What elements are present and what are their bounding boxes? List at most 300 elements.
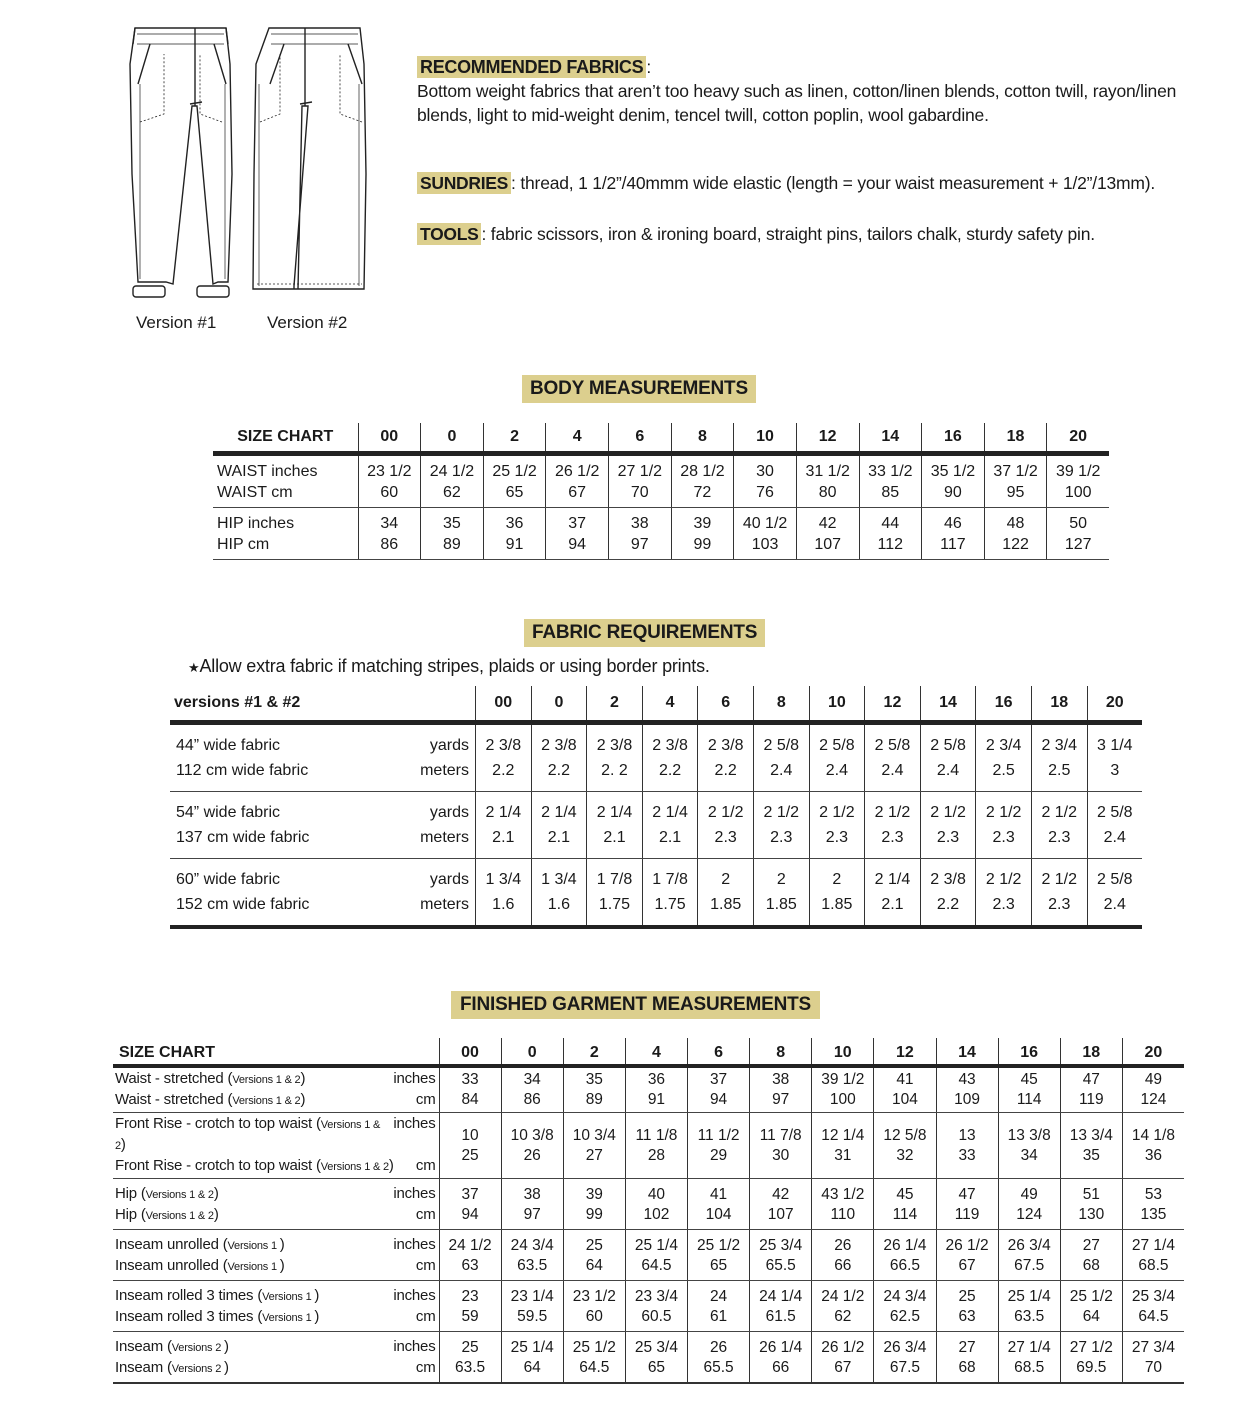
fabric-width-line: 137 cm wide fabric xyxy=(176,828,310,846)
table-cell xyxy=(439,1066,501,1113)
cell-value: 2.2 xyxy=(714,761,737,779)
measurement-name xyxy=(115,1069,305,1090)
table-cell xyxy=(563,1281,625,1332)
measurement-name xyxy=(115,1235,285,1256)
size-header: 0 xyxy=(531,686,587,722)
recommended-fabrics-heading: RECOMMENDED FABRICS xyxy=(417,56,646,78)
cell-value: 2 1/2 xyxy=(985,870,1022,888)
cell-value: 2 3/8 xyxy=(652,736,688,754)
header-row xyxy=(170,686,1142,722)
table-cell xyxy=(1122,1113,1184,1179)
cell-value: 2 3/4 xyxy=(1041,736,1078,754)
size-header: 20 xyxy=(1122,1038,1184,1066)
row-label-line xyxy=(115,1358,438,1379)
cell-value: 42 xyxy=(772,1186,790,1203)
unit-label: cm xyxy=(415,1359,436,1376)
table-cell xyxy=(476,858,532,927)
cell-value: 63.5 xyxy=(1014,1308,1045,1325)
cell-value: 49 xyxy=(1144,1071,1163,1088)
cell-value: 2 1/2 xyxy=(930,803,966,821)
cell-value: 2 3/8 xyxy=(485,736,522,754)
cell-value: 39 xyxy=(585,1186,603,1203)
cell-value: 46 xyxy=(944,514,962,532)
table-cell xyxy=(625,1179,687,1230)
measurement-label: Hip ( xyxy=(115,1206,146,1223)
version-note: Versions 1 xyxy=(262,1312,315,1324)
measurement-label: Hip ( xyxy=(115,1185,146,1202)
measurement-name xyxy=(115,1337,229,1358)
cell-value: 26 1/2 xyxy=(821,1339,865,1356)
size-header: 8 xyxy=(750,1038,812,1066)
table-cell xyxy=(501,1332,563,1384)
table-cell xyxy=(501,1113,563,1179)
version-note: Versions 1 & 2 xyxy=(115,1119,381,1152)
size-header: 16 xyxy=(922,423,985,453)
table-cell xyxy=(688,1113,750,1179)
size-header: 18 xyxy=(1060,1038,1122,1066)
table-cell xyxy=(688,1281,750,1332)
size-header: 20 xyxy=(1087,686,1142,722)
table-cell xyxy=(874,1066,936,1113)
cell-value: 23 1/2 xyxy=(367,462,412,480)
cell-value: 94 xyxy=(461,1206,479,1223)
version-note: Versions 1 & 2 xyxy=(232,1074,301,1086)
table-cell xyxy=(1087,858,1142,927)
colon: : xyxy=(481,224,487,244)
body-measurements-title: BODY MEASUREMENTS xyxy=(522,375,756,403)
paren: ) xyxy=(300,1070,306,1087)
table-cell xyxy=(1122,1281,1184,1332)
cell-value: 107 xyxy=(767,1206,794,1223)
cell-value: 33 xyxy=(461,1071,479,1088)
cell-value: 27 xyxy=(1082,1237,1100,1254)
cell-value: 97 xyxy=(630,535,649,553)
cell-value: 37 xyxy=(568,514,587,532)
cell-value: 59 xyxy=(461,1308,479,1325)
tools-heading: TOOLS xyxy=(417,223,481,245)
table-cell xyxy=(874,1113,936,1179)
cell-value: 27 xyxy=(585,1146,603,1164)
cell-value: 2 5/8 xyxy=(819,736,855,754)
row-label-line xyxy=(115,1156,438,1177)
table-cell xyxy=(750,1230,812,1281)
cell-value: 1.6 xyxy=(492,895,515,913)
cell-value: 86 xyxy=(523,1091,541,1108)
table-cell xyxy=(750,1066,812,1113)
table-cell xyxy=(483,453,546,507)
fabric-group-row xyxy=(170,791,1142,858)
cell-value: 36 xyxy=(647,1071,666,1088)
table-cell xyxy=(1060,1066,1122,1113)
size-header: 16 xyxy=(998,1038,1060,1066)
cell-value: 2 3/4 xyxy=(985,736,1022,754)
measurement-label: Waist - stretched ( xyxy=(115,1091,233,1108)
table-cell xyxy=(698,722,754,791)
table-cell xyxy=(1031,722,1087,791)
row-label xyxy=(113,1179,439,1230)
cell-value: 47 xyxy=(958,1186,976,1203)
table-cell xyxy=(998,1066,1060,1113)
cell-value: 30 xyxy=(772,1146,790,1164)
cell-value: 2.2 xyxy=(658,761,682,779)
measurement-name xyxy=(115,1205,219,1226)
fabric-group-row xyxy=(170,722,1142,791)
cell-value: 33 1/2 xyxy=(868,462,913,480)
version-1-label: Version #1 xyxy=(136,313,217,332)
row-label-line xyxy=(115,1184,438,1205)
row-label-line: WAIST inches xyxy=(217,462,318,480)
table-cell xyxy=(421,453,484,507)
measurement-name xyxy=(115,1286,319,1307)
cell-value: 89 xyxy=(585,1091,603,1108)
version-note: Versions 1 xyxy=(262,1291,315,1303)
size-header: 18 xyxy=(1031,686,1087,722)
sundries-heading: SUNDRIES xyxy=(417,172,511,194)
cell-value: 70 xyxy=(630,483,649,501)
table-cell xyxy=(1060,1179,1122,1230)
cell-value: 26 1/4 xyxy=(759,1339,803,1356)
fabric-requirements-title: FABRIC REQUIREMENTS xyxy=(524,619,765,647)
row-label-line xyxy=(115,1235,438,1256)
cell-value: 35 xyxy=(443,514,461,532)
version-note: Versions 1 & 2 xyxy=(145,1189,214,1201)
table-cell xyxy=(859,507,922,559)
table-cell xyxy=(1122,1179,1184,1230)
cell-value: 26 xyxy=(523,1146,541,1164)
cell-value: 66 xyxy=(834,1257,852,1274)
cell-value: 42 xyxy=(818,514,837,532)
cell-value: 25 xyxy=(461,1146,479,1164)
version-note: Versions 1 & 2 xyxy=(145,1210,214,1222)
cell-value: 84 xyxy=(461,1091,479,1108)
cell-value: 68 xyxy=(1082,1257,1100,1274)
cell-value: 97 xyxy=(523,1206,541,1223)
table-cell xyxy=(563,1066,625,1113)
cell-value: 40 xyxy=(647,1186,666,1203)
unit-label: cm xyxy=(415,1157,436,1174)
cell-value: 53 xyxy=(1144,1186,1163,1203)
size-chart-header: SIZE CHART xyxy=(113,1038,439,1066)
table-cell xyxy=(796,507,859,559)
tools-text: fabric scissors, iron & ironing board, straight pins, tailors chalk, sturdy safety pin. xyxy=(486,224,1095,244)
cell-value: 11 7/8 xyxy=(759,1126,802,1144)
header-row xyxy=(113,1038,1184,1066)
table-cell xyxy=(874,1281,936,1332)
table-cell xyxy=(796,453,859,507)
table-cell xyxy=(812,1179,874,1230)
cell-value: 2.1 xyxy=(603,828,626,846)
row-label-line: WAIST cm xyxy=(217,483,293,501)
cell-value: 3 1/4 xyxy=(1096,736,1133,754)
cell-value: 2.3 xyxy=(770,828,793,846)
cell-value: 62 xyxy=(834,1308,852,1325)
table-cell xyxy=(688,1066,750,1113)
size-header: 0 xyxy=(501,1038,563,1066)
paren: ) xyxy=(224,1338,229,1355)
cell-value: 44 xyxy=(881,514,900,532)
fabric-width-label xyxy=(170,791,420,858)
size-header: 14 xyxy=(859,423,922,453)
cell-value: 37 xyxy=(461,1186,479,1203)
size-header: 10 xyxy=(734,423,797,453)
table-cell xyxy=(698,791,754,858)
row-label xyxy=(113,1281,439,1332)
table-cell xyxy=(642,858,698,927)
table-cell xyxy=(936,1066,998,1113)
fabric-width-label xyxy=(170,858,420,927)
cell-value: 2 5/8 xyxy=(1096,803,1133,821)
size-header: 12 xyxy=(796,423,859,453)
colon: : xyxy=(646,57,651,77)
paren: ) xyxy=(224,1359,229,1376)
cell-value: 25 1/4 xyxy=(1007,1288,1051,1305)
tools xyxy=(417,222,1177,246)
header-row xyxy=(213,423,1109,453)
table-cell xyxy=(936,1113,998,1179)
cell-value: 65.5 xyxy=(703,1359,734,1376)
cell-value: 37 1/2 xyxy=(993,462,1038,480)
cell-value: 127 xyxy=(1064,535,1092,553)
pants-illustrations xyxy=(118,24,378,344)
cell-value: 104 xyxy=(892,1091,918,1108)
cell-value: 60 xyxy=(380,483,399,501)
table-cell xyxy=(358,507,421,559)
cell-value: 48 xyxy=(1006,514,1025,532)
unit-label xyxy=(420,791,475,858)
cell-value: 65 xyxy=(709,1257,728,1274)
row-label xyxy=(213,507,358,559)
unit-label: inches xyxy=(393,1185,436,1202)
colon: : xyxy=(511,173,516,193)
cell-value: 45 xyxy=(1020,1071,1038,1088)
paren: ) xyxy=(213,1206,219,1223)
cell-value: 23 1/2 xyxy=(572,1288,616,1305)
table-cell xyxy=(865,722,921,791)
table-cell xyxy=(483,507,546,559)
unit-line: yards xyxy=(429,803,469,821)
cell-value: 13 xyxy=(958,1126,976,1144)
star-icon: ★ xyxy=(188,660,200,675)
cell-value: 11 1/8 xyxy=(635,1126,678,1144)
table-cell xyxy=(812,1113,874,1179)
cell-value: 2 5/8 xyxy=(874,736,911,754)
table-cell xyxy=(625,1281,687,1332)
unit-line: yards xyxy=(429,736,469,754)
cell-value: 72 xyxy=(693,483,712,501)
cell-value: 70 xyxy=(1144,1359,1163,1376)
cell-value: 39 1/2 xyxy=(821,1071,865,1088)
table-cell xyxy=(501,1066,563,1113)
row-label-line: HIP inches xyxy=(217,514,295,532)
cell-value: 27 1/4 xyxy=(1131,1237,1175,1254)
table-cell xyxy=(546,507,609,559)
cell-value: 109 xyxy=(954,1091,980,1108)
table-cell xyxy=(531,858,587,927)
unit-label: cm xyxy=(415,1308,436,1325)
measurement-label: Front Rise - crotch to top waist ( xyxy=(115,1157,321,1174)
cell-value: 39 1/2 xyxy=(1055,462,1101,480)
finished-garment-table xyxy=(113,1038,1184,1384)
paren: ) xyxy=(279,1257,285,1274)
unit-label: cm xyxy=(415,1257,436,1274)
fabric-width-label xyxy=(170,722,420,791)
cell-value: 2.2 xyxy=(492,761,515,779)
cell-value: 36 xyxy=(1144,1146,1163,1164)
cell-value: 25 3/4 xyxy=(634,1339,678,1356)
table-cell xyxy=(998,1281,1060,1332)
paren: ) xyxy=(314,1287,320,1304)
cell-value: 35 xyxy=(1082,1146,1100,1164)
fabric-width-line: 54” wide fabric xyxy=(176,803,281,821)
cell-value: 25 1/4 xyxy=(634,1237,678,1254)
table-cell xyxy=(1031,791,1087,858)
measurement-label: Inseam ( xyxy=(115,1359,172,1376)
measurement-name xyxy=(115,1156,394,1177)
fabric-width-line: 60” wide fabric xyxy=(176,870,281,888)
cell-value: 99 xyxy=(693,535,712,553)
table-cell xyxy=(671,453,734,507)
cell-value: 34 xyxy=(380,514,399,532)
table-cell xyxy=(936,1179,998,1230)
table-cell xyxy=(984,453,1047,507)
cell-value: 65.5 xyxy=(765,1257,796,1274)
cell-value: 10 3/8 xyxy=(510,1126,554,1144)
cell-value: 2 1/2 xyxy=(985,803,1022,821)
cell-value: 2.4 xyxy=(825,761,848,779)
cell-value: 25 1/2 xyxy=(1069,1288,1113,1305)
table-cell xyxy=(750,1281,812,1332)
cell-value: 2.5 xyxy=(992,761,1015,779)
table-cell xyxy=(1060,1281,1122,1332)
cell-value: 107 xyxy=(814,535,842,553)
cell-value: 67.5 xyxy=(889,1359,921,1376)
measurement-name xyxy=(115,1090,305,1111)
table-cell xyxy=(609,507,672,559)
cell-value: 61.5 xyxy=(765,1308,796,1325)
unit-label: cm xyxy=(415,1206,436,1223)
table-cell xyxy=(936,1281,998,1332)
unit-line: meters xyxy=(420,895,469,913)
cell-value: 2 3/8 xyxy=(707,736,744,754)
size-header: 20 xyxy=(1047,423,1109,453)
table-cell xyxy=(688,1230,750,1281)
cell-value: 2.3 xyxy=(1048,828,1071,846)
cell-value: 2 1/2 xyxy=(874,803,911,821)
measurement-name xyxy=(115,1358,229,1379)
cell-value: 24 3/4 xyxy=(883,1288,927,1305)
cell-value: 63 xyxy=(461,1257,479,1274)
size-header: 4 xyxy=(546,423,609,453)
cell-value: 3 xyxy=(1110,761,1120,779)
table-cell xyxy=(642,722,698,791)
measurement-group-row xyxy=(213,453,1109,507)
row-label-line xyxy=(115,1090,438,1111)
size-header: 00 xyxy=(358,423,421,453)
cell-value: 59.5 xyxy=(517,1308,548,1325)
paren: ) xyxy=(279,1236,285,1253)
cell-value: 2 1/2 xyxy=(1041,803,1078,821)
measurement-group-row xyxy=(113,1230,1184,1281)
unit-label xyxy=(420,858,475,927)
cell-value: 34 xyxy=(1020,1146,1038,1164)
table-cell xyxy=(922,507,985,559)
cell-value: 2 1/4 xyxy=(652,803,688,821)
recommended-fabrics-text: Bottom weight fabrics that aren’t too heavy such as linen, cotton/linen blends, cotton twill, rayon/linen blends, light to mid-weight denim, tencel twill, cotton poplin, wool gabardine. xyxy=(417,81,1177,125)
cell-value: 110 xyxy=(830,1206,856,1223)
table-cell xyxy=(609,453,672,507)
table-cell xyxy=(563,1230,625,1281)
cell-value: 2 5/8 xyxy=(930,736,966,754)
measurement-group-row xyxy=(113,1113,1184,1179)
size-header: 10 xyxy=(812,1038,874,1066)
table-cell xyxy=(984,507,1047,559)
cell-value: 25 1/2 xyxy=(492,462,537,480)
table-cell xyxy=(874,1179,936,1230)
cell-value: 45 xyxy=(896,1186,914,1203)
table-cell xyxy=(865,791,921,858)
table-cell xyxy=(563,1113,625,1179)
cell-value: 64 xyxy=(585,1257,603,1274)
size-header: 16 xyxy=(976,686,1032,722)
unit-label: inches xyxy=(393,1236,436,1253)
cell-value: 2 1/4 xyxy=(596,803,633,821)
version-note: Versions 1 xyxy=(227,1261,280,1273)
row-label xyxy=(113,1230,439,1281)
table-cell xyxy=(998,1230,1060,1281)
cell-value: 2.2 xyxy=(547,761,571,779)
table-cell xyxy=(625,1230,687,1281)
cell-value: 100 xyxy=(1064,483,1092,501)
cell-value: 65 xyxy=(505,483,524,501)
cell-value: 24 1/2 xyxy=(821,1288,865,1305)
cell-value: 13 3/8 xyxy=(1007,1126,1051,1144)
cell-value: 1 7/8 xyxy=(652,870,688,888)
cell-value: 26 xyxy=(709,1339,728,1356)
fabric-width-line: 112 cm wide fabric xyxy=(176,761,309,779)
fabric-group-row xyxy=(170,858,1142,927)
paren: ) xyxy=(388,1157,394,1174)
cell-value: 2.4 xyxy=(1103,895,1126,913)
size-header: 12 xyxy=(865,686,921,722)
cell-value: 97 xyxy=(772,1091,790,1108)
cell-value: 41 xyxy=(709,1186,728,1203)
version-note: Versions 2 xyxy=(171,1363,224,1375)
table-cell xyxy=(874,1332,936,1384)
table-cell xyxy=(734,507,797,559)
pants-line-drawing-icon xyxy=(118,24,378,304)
size-header: 8 xyxy=(753,686,809,722)
cell-value: 2.4 xyxy=(1103,828,1126,846)
cell-value: 2.3 xyxy=(881,828,904,846)
cell-value: 86 xyxy=(380,535,399,553)
cell-value: 2.3 xyxy=(936,828,960,846)
unit-line: yards xyxy=(429,870,469,888)
table-cell xyxy=(688,1332,750,1384)
table-cell xyxy=(531,791,587,858)
cell-value: 25 1/4 xyxy=(510,1339,554,1356)
cell-value: 50 xyxy=(1069,514,1088,532)
cell-value: 26 1/4 xyxy=(883,1237,927,1254)
cell-value: 64.5 xyxy=(1138,1308,1169,1325)
paren: ) xyxy=(300,1091,306,1108)
table-cell xyxy=(625,1066,687,1113)
cell-value: 27 xyxy=(958,1339,976,1356)
fabric-width-line: 152 cm wide fabric xyxy=(176,895,310,913)
row-label-line xyxy=(115,1256,438,1277)
table-cell xyxy=(922,453,985,507)
versions-header: versions #1 & #2 xyxy=(170,686,476,722)
table-cell xyxy=(625,1113,687,1179)
